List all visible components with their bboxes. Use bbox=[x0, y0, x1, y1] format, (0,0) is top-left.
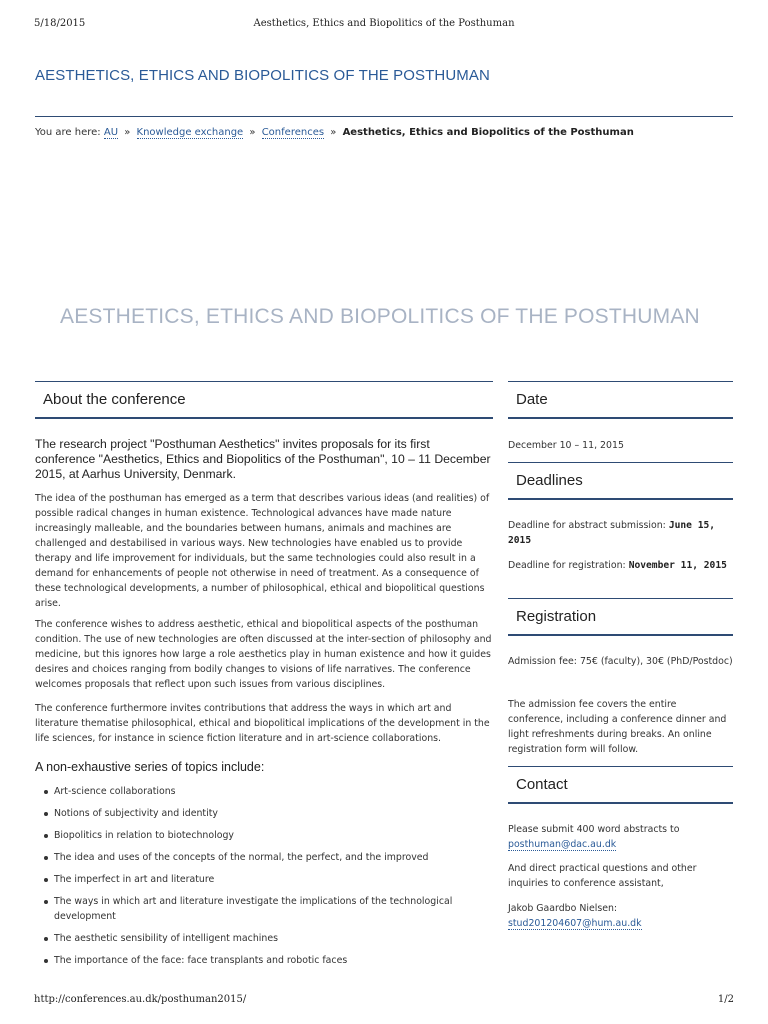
date-text: December 10 – 11, 2015 bbox=[508, 440, 624, 451]
list-item: Art-science collaborations bbox=[35, 784, 493, 799]
date-heading-box bbox=[508, 381, 733, 419]
registration-heading-box bbox=[508, 598, 733, 636]
site-title[interactable]: AESTHETICS, ETHICS AND BIOPOLITICS OF THE POSTHUMAN bbox=[35, 67, 490, 84]
deadline-registration-label: Deadline for registration: bbox=[508, 560, 626, 571]
breadcrumb-separator: » bbox=[124, 127, 131, 138]
registration-note: The admission fee covers the entire conference, including a conference dinner and light refreshments during breaks. An online registration form will follow. bbox=[508, 699, 727, 755]
bullet-icon bbox=[44, 937, 48, 941]
topics-heading: A non-exhaustive series of topics include: bbox=[35, 760, 265, 774]
contact-heading-box bbox=[508, 766, 733, 804]
breadcrumb bbox=[35, 127, 634, 138]
deadline-abstract bbox=[508, 518, 733, 548]
date-heading: Date bbox=[516, 391, 548, 408]
registration-fee: Admission fee: 75€ (faculty), 30€ (PhD/Postdoc) bbox=[508, 656, 733, 667]
print-title: Aesthetics, Ethics and Biopolitics of the Posthuman bbox=[253, 18, 515, 29]
contact-heading: Contact bbox=[516, 776, 568, 793]
contact-assistant-email-link[interactable]: stud201204607@hum.au.dk bbox=[508, 918, 642, 929]
contact-submit-text: Please submit 400 word abstracts to bbox=[508, 824, 680, 835]
paragraph-contributions: The conference furthermore invites contributions that address the ways in which art and literature thematise philosophical, ethical and biopolitical implications of the development in the life sciences, for instance in science fiction literature and in art-science collaborations. bbox=[35, 703, 490, 744]
print-header bbox=[34, 18, 734, 32]
bullet-icon bbox=[44, 812, 48, 816]
deadline-registration bbox=[508, 558, 733, 573]
hero-title: AESTHETICS, ETHICS AND BIOPOLITICS OF THE POSTHUMAN bbox=[60, 305, 700, 328]
breadcrumb-current: Aesthetics, Ethics and Biopolitics of the Posthuman bbox=[342, 127, 634, 138]
print-footer bbox=[34, 994, 734, 1008]
contact-questions-text: And direct practical questions and other inquiries to conference assistant, bbox=[508, 863, 697, 889]
list-item: The importance of the face: face transplants and robotic faces bbox=[35, 953, 493, 968]
breadcrumb-prefix: You are here: bbox=[35, 127, 101, 138]
deadline-abstract-label: Deadline for abstract submission: bbox=[508, 520, 666, 531]
contact-submit-email-link[interactable]: posthuman@dac.au.dk bbox=[508, 839, 617, 850]
header-divider bbox=[35, 116, 733, 117]
bullet-icon bbox=[44, 959, 48, 963]
bullet-icon bbox=[44, 900, 48, 904]
list-item: Biopolitics in relation to biotechnology bbox=[35, 828, 493, 843]
intro-text: The research project "Posthuman Aesthetics" invites proposals for its first conference "Aesthetics, Ethics and Biopolitics of the Posthuman", 10 – 11 December 2015, at Aarhus University, Denmark. bbox=[35, 437, 491, 481]
contact-submit bbox=[508, 822, 733, 852]
deadline-registration-date: November 11, 2015 bbox=[628, 560, 727, 571]
contact-assistant-name: Jakob Gaardbo Nielsen: bbox=[508, 903, 618, 914]
about-heading-box bbox=[35, 381, 493, 419]
bullet-icon bbox=[44, 856, 48, 860]
breadcrumb-separator: » bbox=[249, 127, 256, 138]
breadcrumb-link-knowledge-exchange[interactable]: Knowledge exchange bbox=[136, 127, 244, 138]
deadlines-heading: Deadlines bbox=[516, 472, 583, 489]
topics-list bbox=[35, 784, 493, 975]
list-item: The aesthetic sensibility of intelligent machines bbox=[35, 931, 493, 946]
list-item: The imperfect in art and literature bbox=[35, 872, 493, 887]
breadcrumb-link-au[interactable]: AU bbox=[103, 127, 119, 138]
print-date: 5/18/2015 bbox=[34, 18, 86, 29]
breadcrumb-link-conferences[interactable]: Conferences bbox=[261, 127, 325, 138]
deadlines-heading-box bbox=[508, 462, 733, 500]
print-page-number: 1/2 bbox=[717, 994, 734, 1005]
list-item: Notions of subjectivity and identity bbox=[35, 806, 493, 821]
paragraph-conference-aims: The conference wishes to address aesthetic, ethical and biopolitical aspects of the posthuman condition. The use of new technologies are often discussed at the inter-section of philosophy and medicine, but this ignores how large a role aesthetics play in human existence and how it guides desires and choices ranging from bodily changes to visions of life narratives. The conference welcomes proposals that reflect upon such issues from various disciplines. bbox=[35, 619, 492, 690]
list-item: The idea and uses of the concepts of the normal, the perfect, and the improved bbox=[35, 850, 493, 865]
registration-heading: Registration bbox=[516, 608, 597, 625]
bullet-icon bbox=[44, 834, 48, 838]
bullet-icon bbox=[44, 790, 48, 794]
print-url: http://conferences.au.dk/posthuman2015/ bbox=[34, 994, 247, 1005]
about-heading: About the conference bbox=[43, 391, 186, 408]
contact-assistant bbox=[508, 901, 733, 931]
list-item: The ways in which art and literature investigate the implications of the technological development bbox=[35, 894, 493, 924]
paragraph-posthuman-idea: The idea of the posthuman has emerged as a term that describes various ideas (and realities) of possible radical changes in human existence. Technological advances have made nature increasingly malleable, and the boundaries between humans, animals and machines are challenged and destabilised in various ways. New technologies have enabled us to provide therapy and life improvement for individuals, but the same technologies could also result in a demand for enhancements of people not otherwise in need of treatment. As a consequence of these technological developments, a number of philosophical, ethical and biopolitical questions arise. bbox=[35, 493, 490, 609]
breadcrumb-separator: » bbox=[330, 127, 337, 138]
deadline-abstract-date: June 15, 2015 bbox=[508, 520, 716, 546]
bullet-icon bbox=[44, 878, 48, 882]
